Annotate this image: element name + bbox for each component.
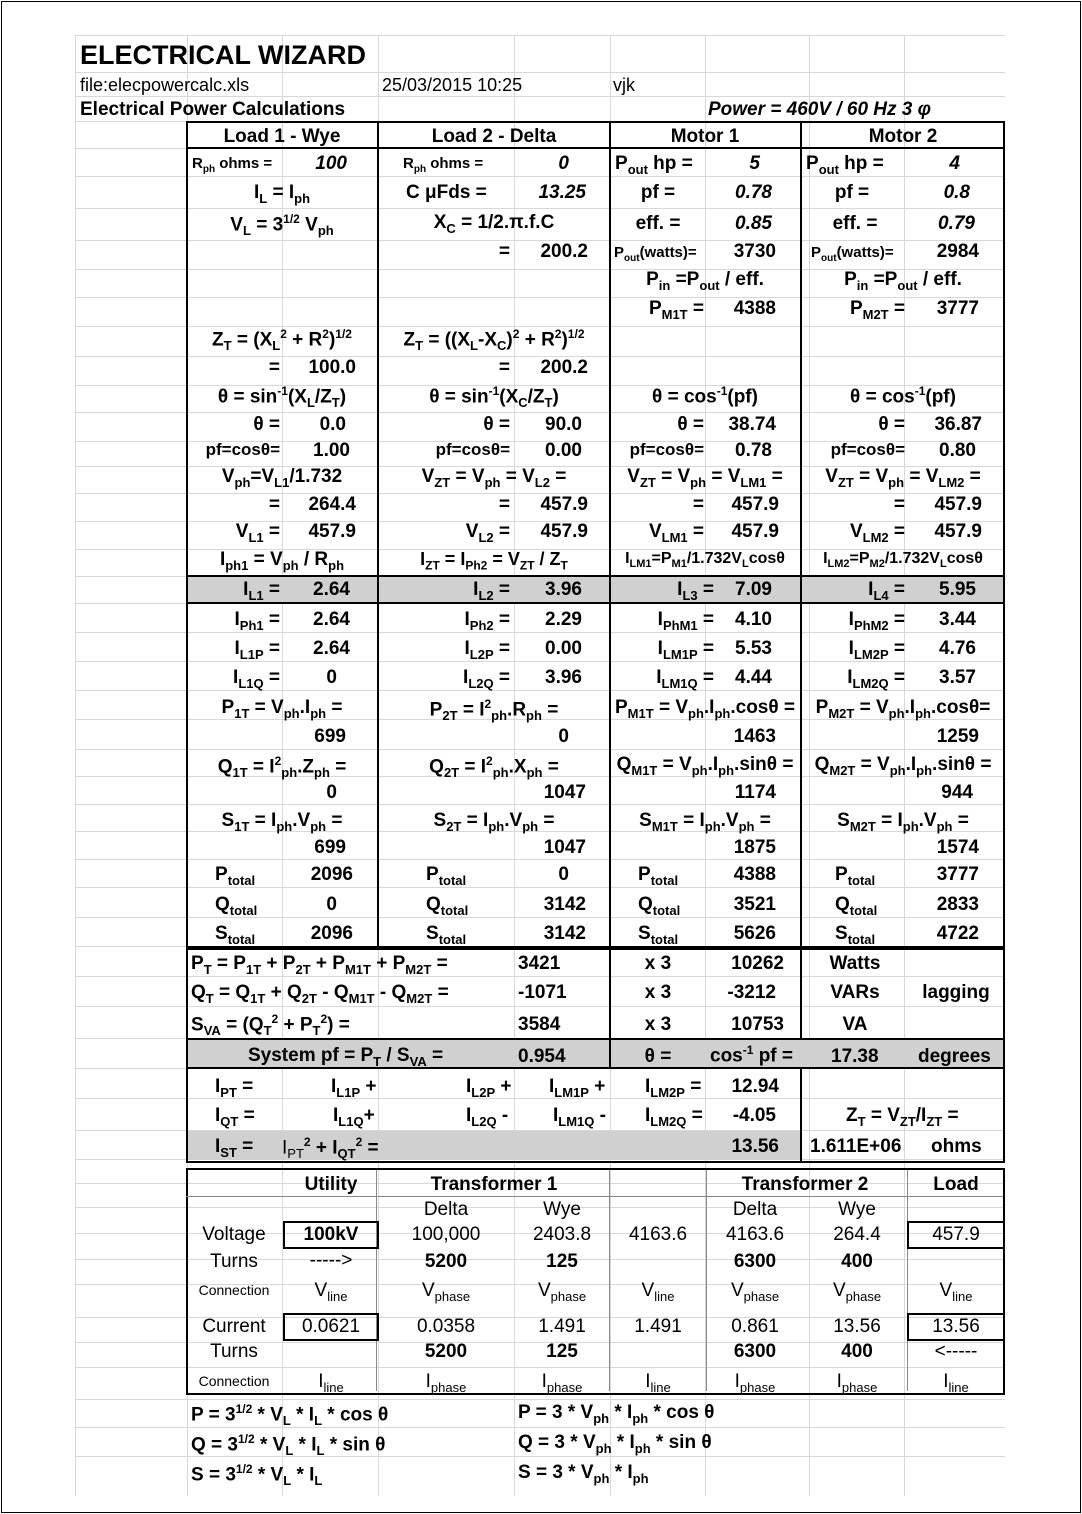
ipt-value: 12.94: [731, 1076, 779, 1097]
load2-zt-value: 200.2: [540, 357, 588, 378]
motor2-iq: 3.57: [939, 667, 976, 688]
system-theta-value: 17.38: [831, 1046, 879, 1067]
current-label: Current: [202, 1316, 266, 1337]
load1-pf: 1.00: [313, 440, 350, 461]
motor2-q: 944: [941, 782, 973, 803]
motor2-theta: 36.87: [934, 414, 982, 435]
motor1-s: 1875: [733, 837, 776, 858]
degrees-unit: degrees: [918, 1046, 991, 1067]
motor1-hp-label: $P_{out}$ hp =: [615, 153, 693, 177]
motor2-eff-value: 0.79: [938, 213, 975, 234]
motor2-pf-label: pf =: [834, 182, 870, 203]
motor2-vl: 457.9: [934, 521, 982, 542]
utility-voltage: 100kV: [303, 1224, 359, 1245]
motor2-stotal: 4722: [936, 923, 979, 944]
transformer-table: [186, 1168, 1005, 1395]
motor2-pin-formula: $P_{in} =P_{out}$ / eff.: [844, 269, 962, 293]
datetime: 25/03/2015 10:25: [382, 75, 523, 95]
motor2-header: Motor 2: [868, 126, 938, 147]
motor2-vph: 457.9: [934, 494, 982, 515]
p-phase-formula: $P = 3 * V_{ph} * I_{ph} * \cos \theta$: [518, 1402, 715, 1426]
motor1-pin-value: 4388: [733, 298, 776, 319]
qt-formula: $Q_T = Q_{1T} + Q_{2T} - Q_{M1T} - Q_{M2T}$ =: [191, 982, 449, 1006]
motor1-eff-value: 0.85: [735, 213, 772, 234]
load2-iph: 2.29: [545, 609, 582, 630]
motor2-pout-value: 2984: [936, 241, 979, 262]
load2-vph: 457.9: [540, 494, 588, 515]
power-spec: Power = 460V / 60 Hz 3 φ: [708, 99, 932, 120]
motor2-pf: 0.80: [939, 440, 976, 461]
load-current: 13.56: [932, 1316, 980, 1337]
qt-note: lagging: [922, 982, 990, 1003]
load1-header: Load 1 - Wye: [223, 126, 341, 147]
iqt-value: -4.05: [732, 1105, 776, 1126]
file-name: file:elecpowercalc.xls: [80, 75, 250, 95]
motor1-pin-formula: $P_{in} =P_{out}$ / eff.: [646, 269, 764, 293]
motor1-iq: 4.44: [735, 667, 772, 688]
motor2-hp-label: $P_{out}$ hp =: [806, 153, 884, 177]
load2-ptotal: 0: [558, 864, 569, 885]
load2-header: Load 2 - Delta: [431, 126, 557, 147]
app-title: ELECTRICAL WIZARD: [80, 40, 366, 70]
sva-formula: $S_{VA} = (Q_T^2 + P_T^2)$ =: [191, 1012, 350, 1039]
motor1-theta: 38.74: [728, 414, 776, 435]
load1-s: 699: [314, 837, 346, 858]
motor1-qtotal: 3521: [733, 894, 776, 915]
load1-r-label: $R_{ph}$ ohms =: [192, 155, 273, 175]
motor2-p: 1259: [936, 726, 979, 747]
load2-c-value: 13.25: [538, 182, 586, 203]
pt-value: 3421: [518, 953, 561, 974]
pt3-value: 10262: [731, 953, 784, 974]
motor1-eff-label: eff. =: [635, 213, 681, 234]
motor1-hp-value: 5: [749, 153, 760, 174]
utility-current: 0.0621: [301, 1316, 361, 1337]
motor2-pout-label: $P_{out}(watts)=$: [811, 244, 894, 264]
load1-iline: 2.64: [313, 579, 350, 600]
voltage-label: Voltage: [202, 1224, 266, 1245]
q-phase-formula: $Q = 3 * V_{ph} * I_{ph} * \sin \theta$: [518, 1432, 712, 1456]
system-pf-value: 0.954: [518, 1046, 566, 1067]
utility-header: Utility: [304, 1174, 358, 1195]
load1-vph: 264.4: [308, 494, 356, 515]
load2-zt-formula: $Z_T = ((X_L-X_C)^2 + R^2)^{1/2}$: [403, 327, 585, 354]
qt3-value: -3212: [727, 982, 776, 1003]
motor2-iline: 5.95: [939, 579, 976, 600]
motor1-header: Motor 1: [670, 126, 740, 147]
motor1-q: 1174: [734, 782, 776, 803]
load2-c-label: C μFds =: [406, 182, 487, 203]
load-header: Load: [933, 1174, 979, 1195]
motor1-pf-label: pf =: [640, 182, 676, 203]
load2-xc-value: 200.2: [540, 241, 588, 262]
xc-formula: $X_C = 1/2.\pi.f.C$: [433, 212, 555, 236]
motor1-vl: 457.9: [731, 521, 779, 542]
il-eq-iph: $I_L = I_{ph}$: [253, 182, 311, 206]
load1-iph: 2.64: [313, 609, 350, 630]
motor1-stotal: 5626: [733, 923, 776, 944]
load2-qtotal: 3142: [543, 894, 586, 915]
load2-vl: 457.9: [540, 521, 588, 542]
load2-theta: 90.0: [545, 414, 582, 435]
load1-theta: 0.0: [319, 414, 346, 435]
motor2-qtotal: 2833: [936, 894, 979, 915]
zt-value: 1.611E+06: [810, 1136, 902, 1157]
motor2-iph: 3.44: [939, 609, 976, 630]
motor1-pf: 0.78: [735, 440, 772, 461]
load1-stotal: 2096: [310, 923, 353, 944]
motor2-pf-value: 0.8: [943, 182, 970, 203]
vl-formula: $V_L = 3^{1/2}$ $V_{ph}$: [230, 212, 334, 239]
subtitle: Electrical Power Calculations: [80, 99, 346, 120]
load2-r-label: $R_{ph}$ ohms =: [403, 155, 484, 175]
motor2-ip: 4.76: [939, 638, 976, 659]
sva3-value: 10753: [731, 1014, 784, 1035]
qt-value: -1071: [518, 982, 567, 1003]
motor1-iph: 4.10: [735, 609, 772, 630]
load1-iq: 0: [326, 667, 337, 688]
motor2-hp-value: 4: [949, 153, 960, 174]
motor2-pin-value: 3777: [936, 298, 979, 319]
load2-iq: 3.96: [545, 667, 582, 688]
motor1-pf-value: 0.78: [735, 182, 772, 203]
load-voltage: 457.9: [932, 1224, 980, 1245]
motor1-pout-label: $P_{out}(watts)=$: [614, 244, 697, 264]
motor2-eff-label: eff. =: [832, 213, 878, 234]
load2-r-value: 0: [558, 153, 569, 174]
sva-unit: VA: [842, 1014, 868, 1035]
load1-qtotal: 0: [326, 894, 337, 915]
load2-ip: 0.00: [545, 638, 582, 659]
sva-value: 3584: [518, 1014, 561, 1035]
load2-s: 1047: [543, 837, 586, 858]
transformer1-header: Transformer 1: [430, 1174, 558, 1195]
motor2-s: 1574: [936, 837, 979, 858]
s-phase-formula: $S = 3 * V_{ph} * I_{ph}$: [518, 1462, 649, 1486]
ohms-unit: ohms: [931, 1136, 982, 1157]
motor1-ip: 5.53: [735, 638, 772, 659]
s-3phase-formula: $S = 3^{1/2} * V_L * I_L$: [191, 1462, 323, 1489]
load1-zt-value: 100.0: [308, 357, 356, 378]
load1-q: 0: [326, 782, 337, 803]
pt-unit: Watts: [829, 953, 881, 974]
load1-p: 699: [314, 726, 346, 747]
load2-iline: 3.96: [545, 579, 582, 600]
load2-p: 0: [558, 726, 569, 747]
ist-value: 13.56: [731, 1136, 779, 1157]
load1-ip: 2.64: [313, 638, 350, 659]
motor1-vph: 457.9: [731, 494, 779, 515]
motor1-iline: 7.09: [735, 579, 772, 600]
motor1-pout-value: 3730: [733, 241, 776, 262]
p-3phase-formula: $P = 3^{1/2} * V_L * I_L * \cos \theta$: [191, 1402, 389, 1429]
q-3phase-formula: $Q = 3^{1/2} * V_L * I_L * \sin \theta$: [191, 1432, 386, 1459]
author: vjk: [613, 75, 635, 95]
transformer2-header: Transformer 2: [741, 1174, 869, 1195]
load2-q: 1047: [543, 782, 586, 803]
motor2-ptotal: 3777: [936, 864, 979, 885]
load1-vl: 457.9: [308, 521, 356, 542]
load2-stotal: 3142: [543, 923, 586, 944]
zt-formula: $Z_T = V_{ZT}/I_{ZT}$ =: [846, 1105, 959, 1129]
qt-unit: VARs: [830, 982, 880, 1003]
load2-pf: 0.00: [545, 440, 582, 461]
pt-formula: $P_T = P_{1T} + P_{2T} + P_{M1T} + P_{M2T}$ =: [191, 953, 448, 977]
system-pf-label: System pf = $P_T / S_{VA}$ =: [248, 1045, 444, 1069]
load1-r-value: 100: [315, 153, 347, 174]
motor1-ptotal: 4388: [733, 864, 776, 885]
load1-zt-formula: $Z_T = (X_L^2 + R^2)^{1/2}$: [212, 327, 352, 354]
load1-ptotal: 2096: [310, 864, 353, 885]
motor1-p: 1463: [733, 726, 776, 747]
